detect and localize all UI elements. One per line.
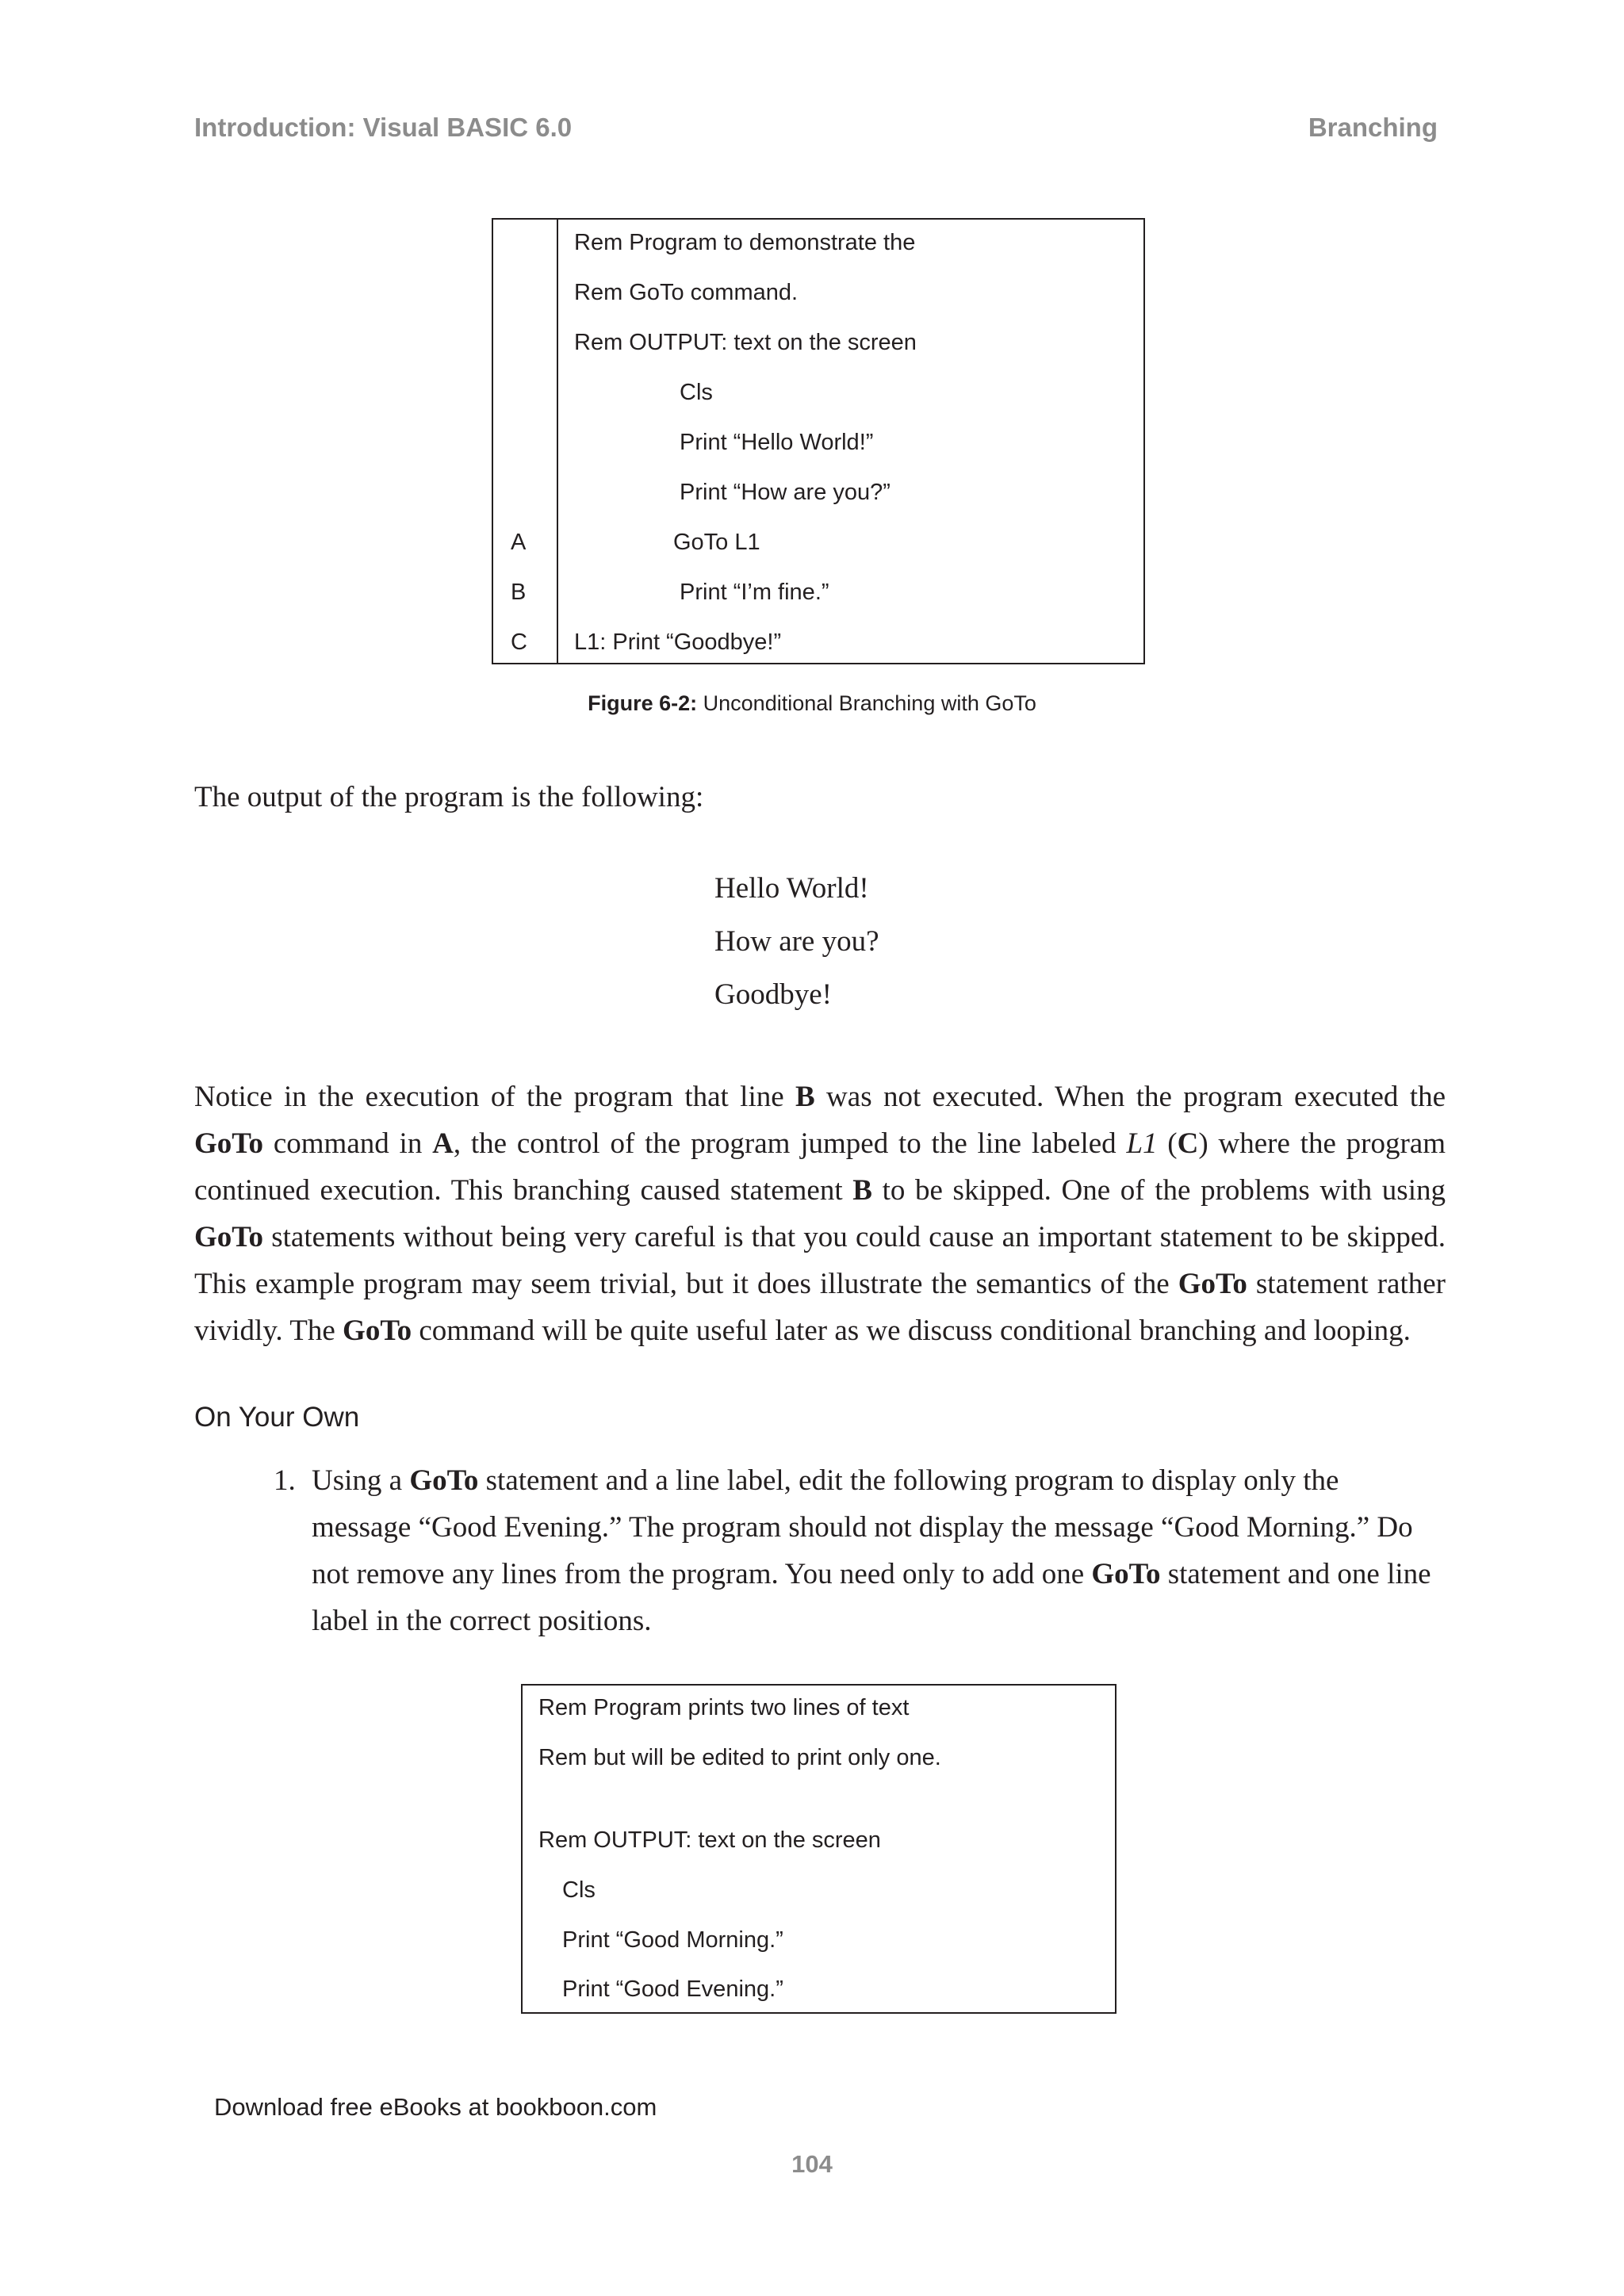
- code-text: Print “How are you?”: [680, 480, 891, 505]
- exercise-text: [312, 1457, 1446, 1644]
- text-run: statements without being very careful is that you could cause an important statement to be skipped. This example program may seem trivial, but it does illustrate the semantics of the: [194, 1221, 1446, 1300]
- text-run: statement and one line label in the correct positions.: [312, 1558, 1431, 1637]
- bold-run: A: [432, 1127, 454, 1160]
- text-run: ) where the program continued execution. This branching caused statement: [194, 1127, 1446, 1207]
- text-run: statement rather vividly. The: [194, 1268, 1446, 1347]
- code-row: [493, 280, 1143, 312]
- bold-run: B: [795, 1081, 815, 1113]
- bold-run: C: [1177, 1127, 1199, 1160]
- figure-caption-label: Figure 6-2:: [588, 691, 698, 715]
- bold-run: GoTo: [194, 1221, 264, 1253]
- code-row: [493, 230, 1143, 262]
- code-row: [493, 430, 1143, 461]
- code-text: Print “Hello World!”: [680, 430, 874, 455]
- text-run: command in: [263, 1127, 433, 1160]
- output-line: Goodbye!: [714, 978, 832, 1011]
- line-marker: A: [511, 530, 527, 555]
- code-text: Rem Program to demonstrate the: [574, 230, 916, 255]
- bold-run: B: [852, 1174, 872, 1207]
- code-line: Print “Good Evening.”: [562, 1976, 783, 2002]
- section-heading: On Your Own: [194, 1402, 360, 1433]
- code-row: [493, 530, 1143, 561]
- code-text: Print “I’m fine.”: [680, 580, 829, 605]
- output-line: How are you?: [714, 925, 879, 958]
- text-run: (: [1157, 1127, 1178, 1160]
- explanation-paragraph: [194, 1073, 1446, 1354]
- code-line: Cls: [562, 1877, 596, 1903]
- code-row: [493, 330, 1143, 362]
- figure-caption: [0, 691, 1624, 716]
- code-text: Cls: [680, 380, 713, 405]
- text-run: was not executed. When the program executed the: [814, 1081, 1446, 1113]
- code-row: [493, 480, 1143, 511]
- line-marker: C: [511, 629, 527, 655]
- italic-run: L1: [1126, 1127, 1158, 1160]
- bold-run: GoTo: [194, 1127, 264, 1160]
- download-link[interactable]: Download free eBooks at bookboon.com: [214, 2093, 657, 2121]
- line-marker: B: [511, 580, 527, 605]
- code-row: [493, 580, 1143, 611]
- text-run: command will be quite useful later as we discuss conditional branching and looping.: [412, 1314, 1411, 1347]
- code-text: Rem OUTPUT: text on the screen: [574, 330, 917, 355]
- bold-run: GoTo: [343, 1314, 412, 1347]
- text-run: statement and a line label, edit the following program to display only the message “Good Evening.” The program should not display the message “Good Morning.” Do not remove any lines from the program. You need only to add one: [312, 1464, 1413, 1590]
- code-line: Rem but will be edited to print only one.: [538, 1745, 941, 1770]
- bold-run: GoTo: [1178, 1268, 1247, 1300]
- figure-code-listing: [492, 218, 1145, 664]
- running-header-title: Introduction: Visual BASIC 6.0: [194, 113, 573, 142]
- bold-run: GoTo: [1091, 1558, 1161, 1590]
- text-run: to be skipped. One of the problems with using: [871, 1174, 1446, 1207]
- text-run: Notice in the execution of the program that line: [194, 1081, 795, 1113]
- code-row: [493, 380, 1143, 411]
- code-line: Print “Good Morning.”: [562, 1927, 783, 1953]
- running-header-chapter: Branching: [1308, 113, 1438, 142]
- exercise-code-listing: [521, 1684, 1116, 2014]
- code-text: Rem GoTo command.: [574, 280, 799, 305]
- text-run: Using a: [312, 1464, 410, 1497]
- output-intro: The output of the program is the following:: [194, 781, 704, 813]
- bold-run: GoTo: [409, 1464, 479, 1497]
- exercise-item: [274, 1457, 1446, 1644]
- code-text: GoTo L1: [673, 530, 760, 555]
- code-line: Rem Program prints two lines of text: [538, 1695, 910, 1720]
- text-run: , the control of the program jumped to the line labeled: [453, 1127, 1127, 1160]
- page-number: 104: [791, 2150, 833, 2178]
- exercise-number: 1.: [274, 1464, 296, 1497]
- code-text: L1: Print “Goodbye!”: [574, 629, 782, 655]
- figure-caption-text: Unconditional Branching with GoTo: [697, 691, 1036, 715]
- output-line: Hello World!: [714, 872, 869, 905]
- code-row: [493, 629, 1143, 661]
- code-line: Rem OUTPUT: text on the screen: [538, 1827, 881, 1853]
